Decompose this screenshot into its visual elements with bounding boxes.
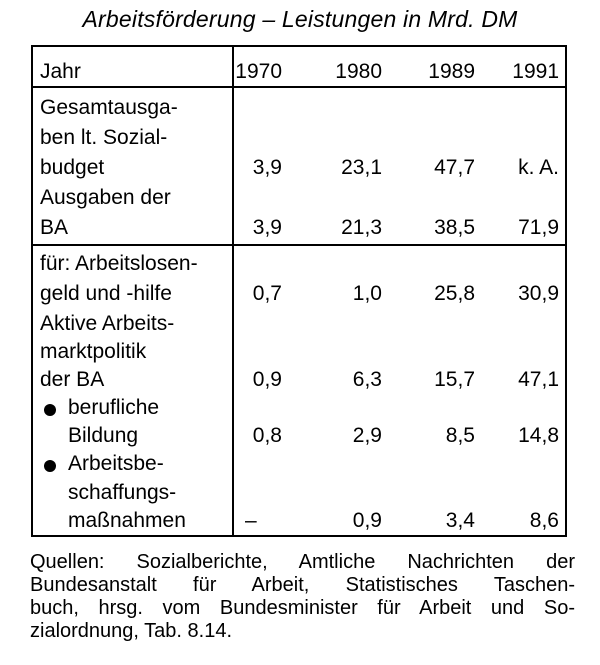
- row-label: Arbeitsbe-: [68, 452, 164, 475]
- cell-value: 1,0: [352, 282, 382, 305]
- bullet-icon: [44, 460, 56, 472]
- cell-value: k. A.: [518, 156, 559, 179]
- table-title: Arbeitsförderung – Leistungen in Mrd. DM: [82, 6, 518, 32]
- cell-value: 25,8: [434, 282, 475, 305]
- source-line: Quellen: Sozialberichte, Amtliche Nachrichten der: [30, 551, 575, 573]
- row-label: Ausgaben der: [40, 186, 171, 209]
- cell-value: 14,8: [518, 424, 559, 447]
- source-line: buch, hrsg. vom Bundesminister für Arbeit und So-: [30, 597, 575, 619]
- cell-value: 71,9: [518, 216, 559, 239]
- cell-value: 6,3: [352, 368, 382, 391]
- row-label: Aktive Arbeits-: [40, 312, 175, 335]
- row-label: schaffungs-: [68, 481, 177, 504]
- cell-value: 21,3: [341, 216, 382, 239]
- row-label: Gesamtausga-: [40, 96, 178, 119]
- source-line: zialordnung, Tab. 8.14.: [30, 620, 233, 642]
- row-label: marktpolitik: [40, 340, 147, 363]
- cell-value: 3,9: [252, 216, 282, 239]
- cell-value: 15,7: [434, 368, 475, 391]
- cell-value: 0,9: [252, 368, 282, 391]
- header-year: 1980: [335, 60, 382, 83]
- row-label: maßnahmen: [68, 509, 186, 532]
- cell-value: 0,8: [252, 424, 282, 447]
- row-label: Bildung: [68, 424, 139, 447]
- cell-value: –: [245, 509, 257, 532]
- row-label: berufliche: [68, 396, 160, 419]
- header-year: 1989: [428, 60, 475, 83]
- row-label: ben lt. Sozial-: [40, 126, 168, 149]
- row-label: der BA: [40, 368, 105, 391]
- cell-value: 0,9: [352, 509, 382, 532]
- source-line: Bundesanstalt für Arbeit, Statistisches Taschen-: [30, 574, 575, 596]
- cell-value: 0,7: [252, 282, 282, 305]
- bullet-icon: [44, 404, 56, 416]
- cell-value: 30,9: [518, 282, 559, 305]
- header-divider: [31, 86, 567, 88]
- header-label: Jahr: [40, 60, 81, 83]
- cell-value: 8,6: [529, 509, 559, 532]
- row-label: budget: [40, 156, 105, 179]
- cell-value: 47,7: [434, 156, 475, 179]
- header-year: 1991: [512, 60, 559, 83]
- source-note: [30, 551, 575, 643]
- cell-value: 3,9: [252, 156, 282, 179]
- section-divider: [31, 244, 567, 246]
- cell-value: 47,1: [518, 368, 559, 391]
- cell-value: 8,5: [445, 424, 475, 447]
- row-label: für: Arbeitslosen-: [40, 252, 198, 275]
- row-label: BA: [40, 216, 69, 239]
- header-year: 1970: [235, 60, 282, 83]
- cell-value: 3,4: [445, 509, 475, 532]
- cell-value: 38,5: [434, 216, 475, 239]
- cell-value: 2,9: [352, 424, 382, 447]
- cell-value: 23,1: [341, 156, 382, 179]
- row-label: geld und -hilfe: [40, 282, 172, 305]
